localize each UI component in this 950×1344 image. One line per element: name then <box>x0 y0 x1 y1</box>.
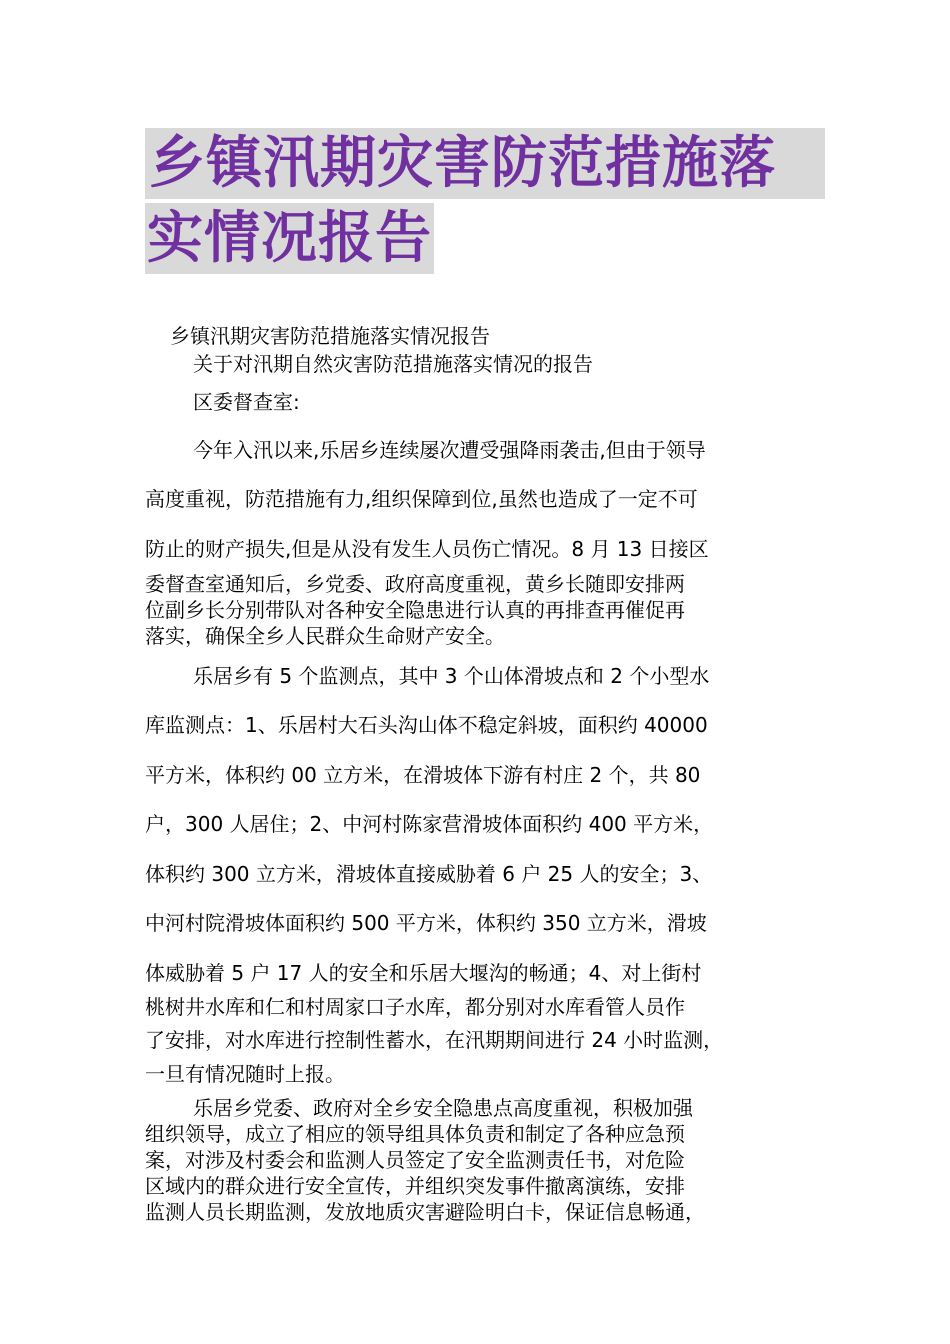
body-line: 组织领导，成立了相应的领导组具体负责和制定了各种应急预 <box>145 1122 685 1146</box>
body-line: 平方米，体积约 00 立方米，在滑坡体下游有村庄 2 个，共 80 <box>145 763 701 787</box>
body-line: 体威胁着 5 户 17 人的安全和乐居大堰沟的畅通；4、对上街村 <box>145 961 702 985</box>
body-line: 监测人员长期监测，发放地质灾害避险明白卡，保证信息畅通， <box>145 1200 705 1224</box>
body-line: 户，300 人居住；2、中河村陈家营滑坡体面积约 400 平方米， <box>145 812 714 836</box>
body-line: 乐居乡有 5 个监测点，其中 3 个山体滑坡点和 2 个小型水 <box>193 664 710 688</box>
body-line: 委督查室通知后，乡党委、政府高度重视，黄乡长随即安排两 <box>145 572 685 596</box>
body-line: 乡镇汛期灾害防范措施落实情况报告 <box>170 324 490 348</box>
body-line: 库监测点：1、乐居村大石头沟山体不稳定斜坡，面积约 40000 <box>145 713 708 737</box>
title-line-1: 乡镇汛期灾害防范措施落 <box>149 131 776 196</box>
body-line: 了安排，对水库进行控制性蓄水，在汛期期间进行 24 小时监测， <box>145 1028 724 1052</box>
body-line: 区域内的群众进行安全宣传，并组织突发事件撤离演练，安排 <box>145 1174 685 1198</box>
body-line: 今年入汛以来,乐居乡连续屡次遭受强降雨袭击,但由于领导 <box>193 438 706 462</box>
document-title <box>145 128 825 274</box>
body-line: 一旦有情况随时上报。 <box>145 1062 345 1086</box>
body-line: 案，对涉及村委会和监测人员签定了安全监测责任书，对危险 <box>145 1148 685 1172</box>
body-line: 防止的财产损失,但是从没有发生人员伤亡情况。8 月 13 日接区 <box>145 537 709 561</box>
title-line-2: 实情况报告 <box>145 203 434 274</box>
body-line: 区委督查室: <box>193 390 300 414</box>
body-line: 中河村院滑坡体面积约 500 平方米，体积约 350 立方米，滑坡 <box>145 911 707 935</box>
body-line: 位副乡长分别带队对各种安全隐患进行认真的再排查再催促再 <box>145 598 685 622</box>
body-line: 乐居乡党委、政府对全乡安全隐患点高度重视，积极加强 <box>193 1096 693 1120</box>
body-line: 桃树井水库和仁和村周家口子水库，都分别对水库看管人员作 <box>145 995 685 1019</box>
body-line: 体积约 300 立方米，滑坡体直接威胁着 6 户 25 人的安全；3、 <box>145 862 713 886</box>
body-line: 落实，确保全乡人民群众生命财产安全。 <box>145 624 505 648</box>
body-line: 关于对汛期自然灾害防范措施落实情况的报告 <box>193 352 593 376</box>
body-line: 高度重视，防范措施有力,组织保障到位,虽然也造成了一定不可 <box>145 487 698 511</box>
